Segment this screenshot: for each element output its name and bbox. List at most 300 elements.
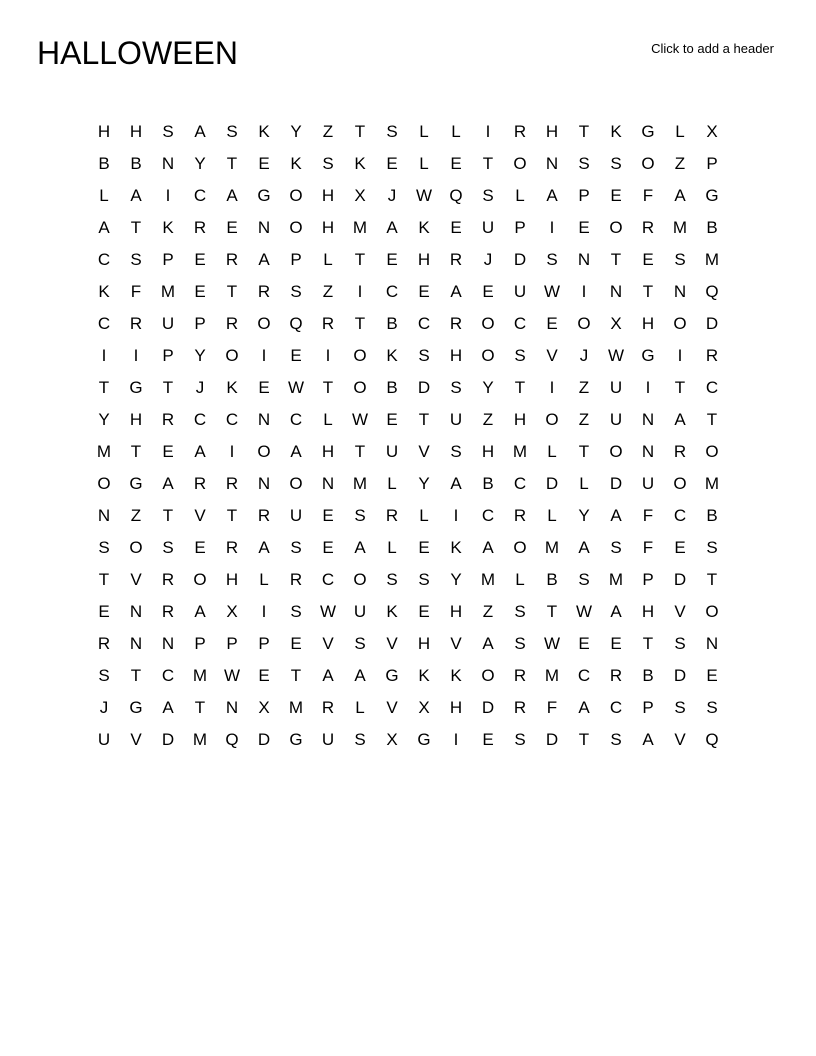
grid-letter: S [514,730,526,749]
grid-letter: K [162,218,174,237]
grid-letter: U [161,314,175,333]
grid-letter: O [353,570,367,589]
grid-letter: T [130,442,142,461]
grid-letter: M [608,570,624,589]
grid-letter: B [642,666,654,685]
grid-letter: B [386,378,398,397]
grid-letter: V [386,634,398,653]
grid-letter: L [387,538,397,557]
grid-letter: E [258,666,270,685]
grid-letter: S [514,602,526,621]
grid-letter: R [225,538,239,557]
grid-letter: Q [289,314,303,333]
grid-letter: R [513,122,527,141]
grid-letter: D [513,250,527,269]
grid-letter: T [354,442,366,461]
grid-letter: N [257,218,271,237]
grid-letter: S [610,538,622,557]
grid-letter: T [546,602,558,621]
grid-letter: V [322,634,334,653]
grid-letter: I [261,602,267,621]
grid-row [88,308,728,340]
grid-letter: S [482,186,494,205]
grid-letter: A [130,186,142,205]
grid-letter: H [513,410,527,429]
grid-letter: E [290,346,302,365]
grid-letter: Y [450,570,462,589]
grid-letter: A [482,634,494,653]
grid-letter: G [641,346,655,365]
grid-letter: X [418,698,430,717]
grid-letter: H [321,442,335,461]
grid-letter: T [194,698,206,717]
grid-letter: R [225,474,239,493]
grid-letter: E [578,634,590,653]
grid-letter: E [450,154,462,173]
grid-letter: D [545,474,559,493]
grid-letter: L [515,186,525,205]
grid-row [88,692,728,724]
grid-row [88,468,728,500]
grid-row [88,628,728,660]
grid-letter: T [226,506,238,525]
grid-letter: R [641,218,655,237]
grid-row [88,404,728,436]
grid-letter: S [290,602,302,621]
grid-row [88,724,728,756]
grid-letter: E [450,218,462,237]
grid-letter: A [546,186,558,205]
grid-letter: M [96,442,112,461]
grid-letter: A [354,538,366,557]
grid-letter: I [357,282,363,301]
grid-letter: H [129,122,143,141]
grid-letter: T [354,122,366,141]
grid-letter: R [225,250,239,269]
grid-letter: N [97,506,111,525]
grid-letter: L [451,122,461,141]
grid-letter: R [161,410,175,429]
grid-letter: H [449,602,463,621]
grid-letter: R [97,634,111,653]
grid-letter: T [610,250,622,269]
grid-letter: D [417,378,431,397]
grid-letter: R [673,442,687,461]
grid-row [88,596,728,628]
grid-letter: D [481,698,495,717]
grid-letter: W [543,634,561,653]
grid-letter: E [194,250,206,269]
grid-letter: L [355,698,365,717]
grid-letter: H [449,346,463,365]
grid-letter: S [610,154,622,173]
grid-letter: X [386,730,398,749]
grid-letter: T [130,218,142,237]
grid-letter: S [674,634,686,653]
grid-letter: V [130,730,142,749]
grid-letter: Q [225,730,239,749]
grid-letter: I [453,506,459,525]
grid-letter: A [610,602,622,621]
grid-letter: I [453,730,459,749]
grid-letter: V [386,698,398,717]
grid-letter: A [610,506,622,525]
grid-letter: R [513,698,527,717]
grid-letter: A [162,474,174,493]
grid-letter: O [257,314,271,333]
grid-letter: O [289,474,303,493]
grid-letter: R [161,570,175,589]
grid-letter: C [609,698,623,717]
grid-letter: V [674,730,686,749]
grid-letter: S [674,250,686,269]
grid-letter: R [321,314,335,333]
grid-letter: S [450,442,462,461]
grid-letter: X [610,314,622,333]
grid-letter: E [610,186,622,205]
grid-row [88,436,728,468]
grid-letter: E [194,282,206,301]
grid-letter: K [450,666,462,685]
grid-letter: T [642,282,654,301]
grid-letter: R [385,506,399,525]
grid-letter: G [641,122,655,141]
grid-letter: S [290,282,302,301]
grid-letter: M [544,538,560,557]
grid-letter: Y [418,474,430,493]
grid-letter: N [705,634,719,653]
grid-letter: E [98,602,110,621]
grid-letter: O [513,154,527,173]
grid-letter: S [418,346,430,365]
grid-letter: H [545,122,559,141]
grid-letter: I [485,122,491,141]
grid-letter: C [97,250,111,269]
grid-letter: R [257,282,271,301]
grid-letter: A [258,538,270,557]
grid-letter: A [226,186,238,205]
grid-row [88,660,728,692]
grid-letter: D [545,730,559,749]
grid-letter: O [353,378,367,397]
grid-letter: E [418,282,430,301]
grid-letter: I [261,346,267,365]
grid-letter: N [225,698,239,717]
grid-letter: I [677,346,683,365]
grid-letter: Q [449,186,463,205]
grid-letter: S [418,570,430,589]
grid-letter: I [549,378,555,397]
grid-letter: P [706,154,718,173]
grid-letter: P [514,218,526,237]
grid-letter: Y [98,410,110,429]
grid-letter: E [418,602,430,621]
grid-letter: I [101,346,107,365]
grid-letter: B [98,154,110,173]
grid-letter: U [609,378,623,397]
grid-letter: T [354,250,366,269]
grid-letter: W [319,602,337,621]
grid-row [88,212,728,244]
grid-letter: K [418,218,430,237]
grid-letter: I [165,186,171,205]
grid-letter: O [481,314,495,333]
grid-letter: R [129,314,143,333]
grid-letter: R [609,666,623,685]
grid-letter: E [578,218,590,237]
grid-letter: O [705,442,719,461]
grid-letter: R [289,570,303,589]
grid-letter: F [546,698,558,717]
grid-letter: C [97,314,111,333]
grid-letter: E [322,538,334,557]
grid-letter: S [354,730,366,749]
grid-letter: V [674,602,686,621]
grid-letter: A [482,538,494,557]
grid-letter: C [577,666,591,685]
grid-letter: Z [578,378,590,397]
grid-letter: O [225,346,239,365]
grid-letter: I [645,378,651,397]
grid-letter: O [289,186,303,205]
grid-letter: U [289,506,303,525]
grid-letter: F [642,186,654,205]
grid-letter: S [354,634,366,653]
grid-letter: M [672,218,688,237]
grid-row [88,180,728,212]
grid-letter: J [387,186,397,205]
grid-letter: B [546,570,558,589]
grid-letter: E [386,154,398,173]
grid-letter: A [450,474,462,493]
grid-letter: M [192,666,208,685]
grid-letter: V [450,634,462,653]
grid-letter: A [258,250,270,269]
grid-letter: M [512,442,528,461]
grid-letter: A [162,698,174,717]
grid-letter: H [321,186,335,205]
grid-letter: M [544,666,560,685]
grid-letter: T [354,314,366,333]
grid-letter: H [321,218,335,237]
grid-letter: N [257,474,271,493]
grid-letter: H [641,314,655,333]
grid-letter: T [98,378,110,397]
grid-letter: S [546,250,558,269]
grid-letter: P [258,634,270,653]
grid-letter: T [418,410,430,429]
grid-letter: X [226,602,238,621]
grid-letter: X [706,122,718,141]
grid-letter: O [545,410,559,429]
grid-letter: E [482,282,494,301]
grid-letter: S [514,634,526,653]
grid-letter: C [321,570,335,589]
grid-letter: O [289,218,303,237]
grid-letter: O [609,442,623,461]
grid-letter: O [353,346,367,365]
grid-letter: V [418,442,430,461]
grid-row [88,372,728,404]
grid-letter: V [194,506,206,525]
grid-letter: E [258,154,270,173]
grid-letter: L [99,186,109,205]
grid-letter: E [706,666,718,685]
grid-letter: F [642,506,654,525]
grid-letter: A [386,218,398,237]
grid-letter: U [449,410,463,429]
grid-letter: C [705,378,719,397]
grid-letter: Z [578,410,590,429]
grid-letter: T [482,154,494,173]
grid-letter: R [193,474,207,493]
grid-letter: S [674,698,686,717]
grid-letter: T [578,122,590,141]
grid-letter: C [193,186,207,205]
grid-letter: C [513,314,527,333]
grid-letter: O [129,538,143,557]
grid-letter: C [513,474,527,493]
grid-letter: D [705,314,719,333]
grid-letter: U [97,730,111,749]
grid-row [88,340,728,372]
grid-letter: W [287,378,305,397]
grid-letter: A [194,602,206,621]
grid-letter: W [575,602,593,621]
grid-letter: S [226,122,238,141]
grid-letter: I [581,282,587,301]
grid-letter: E [290,634,302,653]
page-title: HALLOWEEN [37,35,238,71]
grid-row [88,116,728,148]
grid-letter: P [162,346,174,365]
grid-letter: C [481,506,495,525]
grid-letter: L [323,410,333,429]
grid-letter: E [546,314,558,333]
grid-letter: S [354,506,366,525]
grid-letter: E [386,410,398,429]
grid-letter: N [257,410,271,429]
grid-letter: K [610,122,622,141]
grid-letter: W [223,666,241,685]
grid-letter: M [288,698,304,717]
grid-letter: I [133,346,139,365]
grid-letter: H [417,250,431,269]
grid-letter: A [450,282,462,301]
grid-letter: G [257,186,271,205]
grid-letter: Z [482,410,494,429]
grid-letter: C [385,282,399,301]
grid-letter: Z [482,602,494,621]
grid-letter: Q [705,282,719,301]
grid-letter: K [354,154,366,173]
grid-letter: C [417,314,431,333]
grid-letter: Y [290,122,302,141]
grid-letter: P [290,250,302,269]
grid-letter: A [674,410,686,429]
grid-letter: T [578,442,590,461]
grid-letter: K [98,282,110,301]
grid-letter: P [642,570,654,589]
grid-letter: I [325,346,331,365]
header-placeholder[interactable]: Click to add a header [651,41,774,56]
grid-letter: Y [194,346,206,365]
grid-letter: C [673,506,687,525]
grid-letter: T [514,378,526,397]
grid-letter: N [129,602,143,621]
grid-letter: T [290,666,302,685]
grid-letter: A [578,538,590,557]
grid-letter: O [513,538,527,557]
grid-letter: L [675,122,685,141]
grid-letter: O [577,314,591,333]
grid-letter: G [417,730,431,749]
grid-letter: R [513,666,527,685]
grid-letter: A [290,442,302,461]
grid-letter: S [610,730,622,749]
grid-letter: E [674,538,686,557]
grid-letter: J [195,378,205,397]
grid-letter: T [162,378,174,397]
grid-letter: V [130,570,142,589]
grid-letter: P [578,186,590,205]
grid-letter: M [160,282,176,301]
grid-letter: T [706,410,718,429]
grid-letter: B [386,314,398,333]
grid-letter: H [417,634,431,653]
grid-letter: S [386,570,398,589]
grid-letter: D [161,730,175,749]
grid-letter: W [415,186,433,205]
grid-letter: H [129,410,143,429]
grid-letter: E [258,378,270,397]
grid-letter: P [642,698,654,717]
grid-letter: T [226,282,238,301]
grid-letter: N [161,634,175,653]
grid-letter: D [609,474,623,493]
grid-letter: T [322,378,334,397]
grid-letter: K [386,346,398,365]
grid-letter: U [513,282,527,301]
grid-letter: Z [322,122,334,141]
grid-letter: S [162,538,174,557]
grid-letter: S [706,538,718,557]
grid-letter: R [705,346,719,365]
grid-row [88,564,728,596]
grid-letter: L [259,570,269,589]
grid-letter: G [385,666,399,685]
grid-letter: P [162,250,174,269]
grid-letter: E [642,250,654,269]
grid-letter: N [609,282,623,301]
grid-letter: M [704,250,720,269]
grid-letter: R [513,506,527,525]
grid-letter: P [194,314,206,333]
grid-letter: T [706,570,718,589]
grid-letter: S [290,538,302,557]
grid-letter: C [193,410,207,429]
grid-letter: Y [578,506,590,525]
grid-letter: S [162,122,174,141]
grid-letter: E [162,442,174,461]
grid-letter: L [547,442,557,461]
grid-letter: H [641,602,655,621]
grid-letter: S [386,122,398,141]
grid-letter: E [386,250,398,269]
grid-letter: R [161,602,175,621]
grid-letter: Q [705,730,719,749]
grid-letter: A [322,666,334,685]
